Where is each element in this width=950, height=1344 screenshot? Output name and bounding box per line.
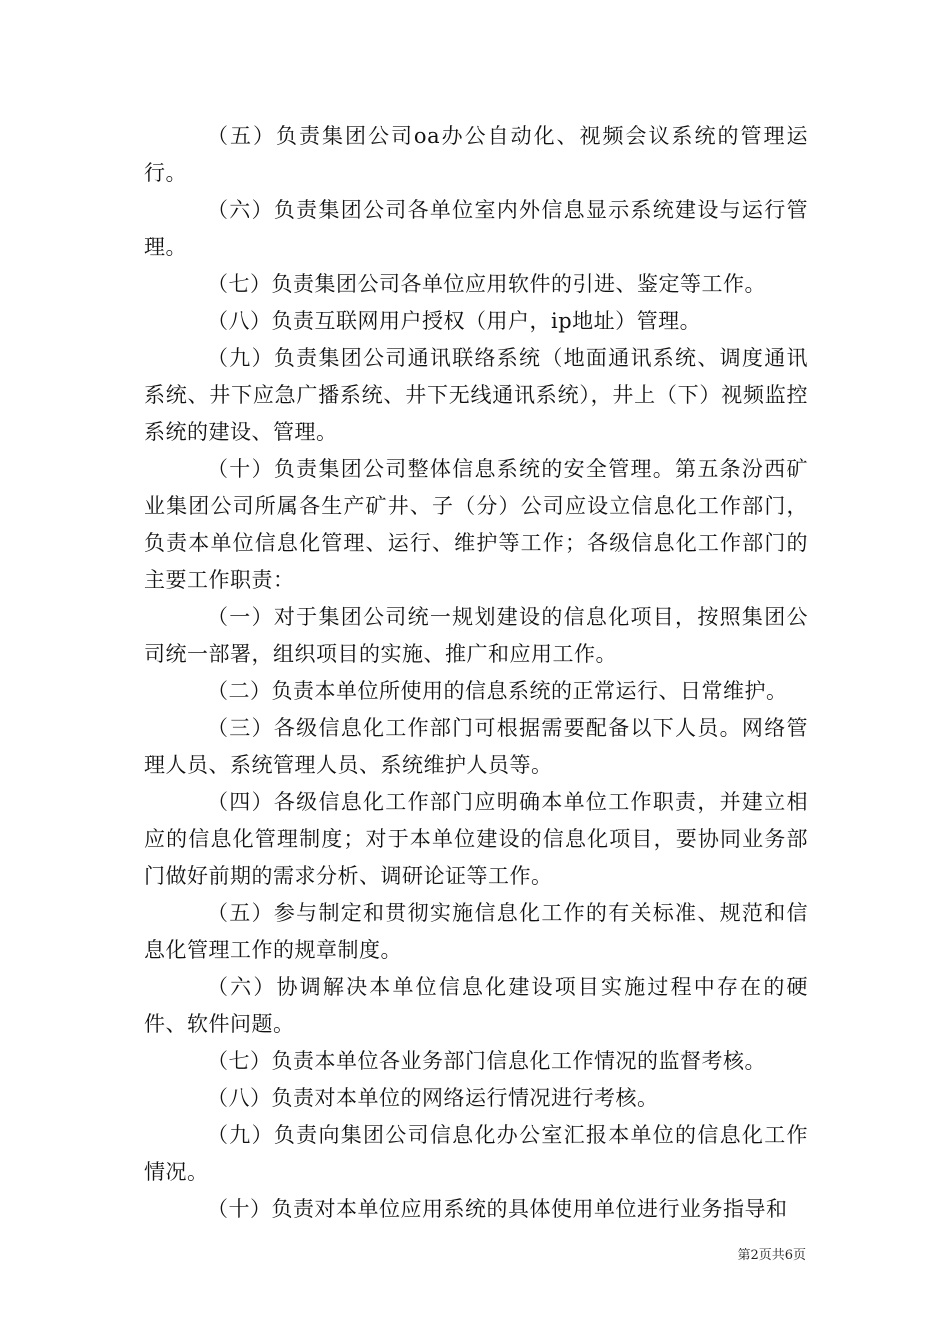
paragraph-duty-9: （九）负责向集团公司信息化办公室汇报本单位的信息化工作情况。 <box>144 1123 808 1184</box>
document-body <box>144 118 808 1228</box>
paragraph-item-10-security: （十）负责集团公司整体信息系统的安全管理。第五条汾西矿业集团公司所属各生产矿井、子（分）公司应设立信息化工作部门，负责本单位信息化管理、运行、维护等工作；各级信息化工作部门的主要工作职责： <box>144 457 808 592</box>
paragraph-duty-8: （八）负责对本单位的网络运行情况进行考核。 <box>207 1086 659 1110</box>
page-number: 第2页共6页 <box>737 1248 806 1263</box>
paragraph-duty-7: （七）负责本单位各业务部门信息化工作情况的监督考核。 <box>207 1049 766 1073</box>
paragraph-duty-5: （五）参与制定和贯彻实施信息化工作的有关标准、规范和信息化管理工作的规章制度。 <box>144 901 808 962</box>
paragraph-duty-6: （六）协调解决本单位信息化建设项目实施过程中存在的硬件、软件问题。 <box>144 975 808 1036</box>
paragraph-item-6-display: （六）负责集团公司各单位室内外信息显示系统建设与运行管理。 <box>144 198 808 259</box>
paragraph-item-8-internet: （八）负责互联网用户授权（用户，ip地址）管理。 <box>207 309 702 333</box>
paragraph-item-5-oa: （五）负责集团公司oa办公自动化、视频会议系统的管理运行。 <box>144 124 808 185</box>
paragraph-duty-3: （三）各级信息化工作部门可根据需要配备以下人员。网络管理人员、系统管理人员、系统维护人员等。 <box>144 716 808 777</box>
paragraph-duty-2: （二）负责本单位所使用的信息系统的正常运行、日常维护。 <box>207 679 788 703</box>
paragraph-duty-10: （十）负责对本单位应用系统的具体使用单位进行业务指导和 <box>207 1197 788 1221</box>
paragraph-duty-4: （四）各级信息化工作部门应明确本单位工作职责，并建立相应的信息化管理制度；对于本单位建设的信息化项目，要协同业务部门做好前期的需求分析、调研论证等工作。 <box>144 790 808 888</box>
paragraph-item-7-software: （七）负责集团公司各单位应用软件的引进、鉴定等工作。 <box>207 272 766 296</box>
paragraph-duty-1: （一）对于集团公司统一规划建设的信息化项目，按照集团公司统一部署，组织项目的实施、推广和应用工作。 <box>144 605 808 666</box>
paragraph-item-9-communication: （九）负责集团公司通讯联络系统（地面通讯系统、调度通讯系统、井下应急广播系统、井下无线通讯系统），井上（下）视频监控系统的建设、管理。 <box>144 346 808 444</box>
